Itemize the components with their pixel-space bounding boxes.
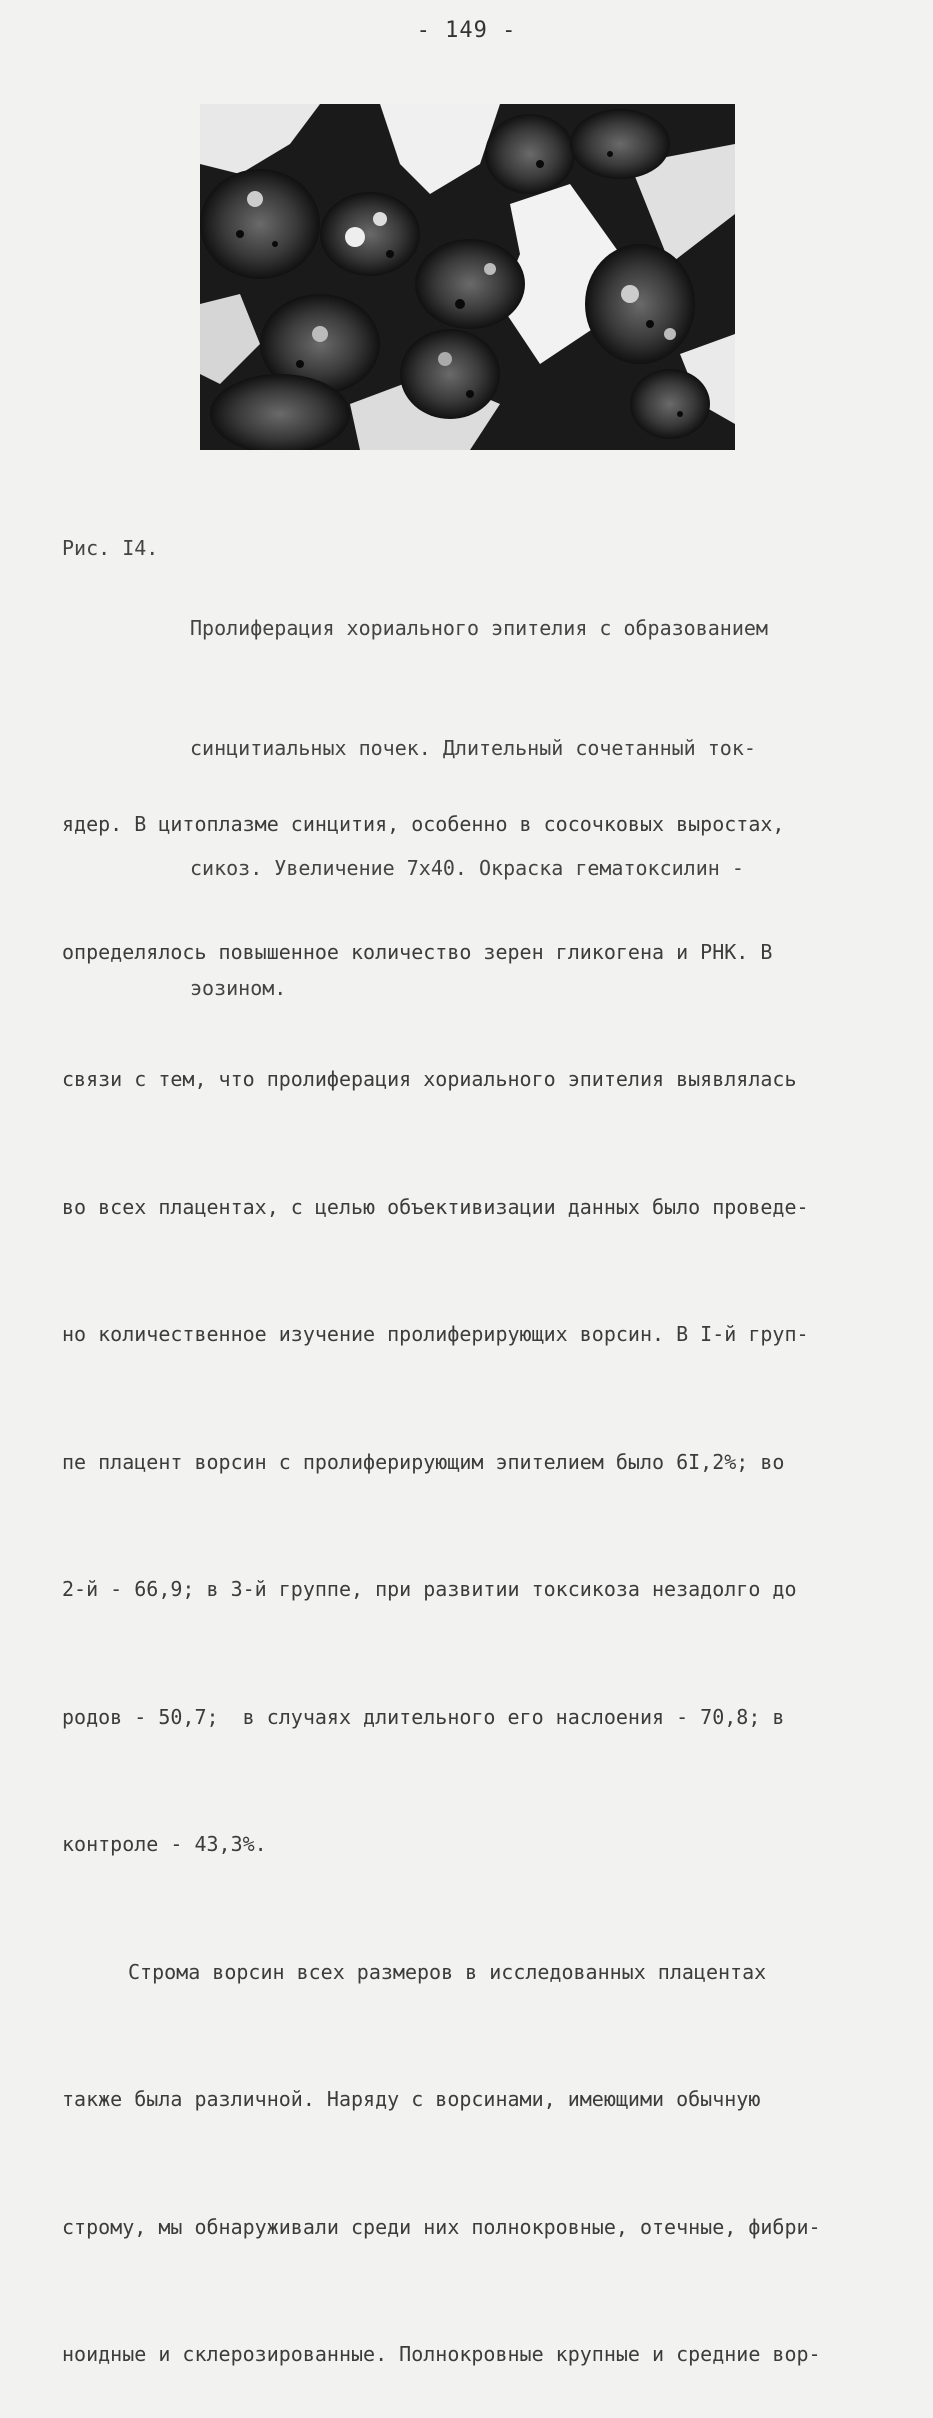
micrograph-icon	[200, 104, 735, 450]
body-text	[62, 718, 882, 2418]
body-line: связи с тем, что пролиферация хориального эпителия выявлялась	[62, 1067, 797, 1091]
body-line: пе плацент ворсин с пролиферирующим эпителием было 6I,2%; во	[62, 1449, 785, 1474]
body-line: во всех плацентах, с целью объективизации данных было проведе-	[62, 1194, 809, 1219]
body-line: ядер. В цитоплазме синцития, особенно в сосочковых выростах,	[62, 812, 785, 836]
caption-line: эозином.	[190, 976, 287, 1000]
body-line: 2-й - 66,9; в 3-й группе, при развитии токсикоза незадолго до	[62, 1577, 797, 1601]
caption-line: синцитиальных почек. Длительный сочетанный ток-	[190, 736, 756, 760]
body-line: определялось повышенное количество зерен гликогена и РНК. В	[62, 939, 773, 964]
page-number: - 149 -	[416, 18, 517, 43]
body-line: строму, мы обнаруживали среди них полнокровные, отечные, фибри-	[62, 2214, 821, 2239]
body-line: Строма ворсин всех размеров в исследованных плацентах	[128, 1959, 767, 1984]
body-line: родов - 50,7; в случаях длительного его наслоения - 70,8; в	[62, 1704, 785, 1729]
caption-line: Пролиферация хориального эпителия с образованием	[190, 616, 768, 640]
body-line: также была различной. Наряду с ворсинами, имеющими обычную	[62, 2087, 761, 2111]
caption-line: сикоз. Увеличение 7х40. Окраска гематоксилин -	[190, 856, 744, 880]
micrograph-image	[200, 104, 735, 450]
caption-label: Рис. I4.	[62, 536, 159, 560]
body-line: контроле - 43,3%.	[62, 1832, 267, 1856]
body-line: но количественное изучение пролиферирующих ворсин. В I-й груп-	[62, 1322, 809, 1346]
body-line: ноидные и склерозированные. Полнокровные крупные и средние вор-	[62, 2342, 821, 2366]
